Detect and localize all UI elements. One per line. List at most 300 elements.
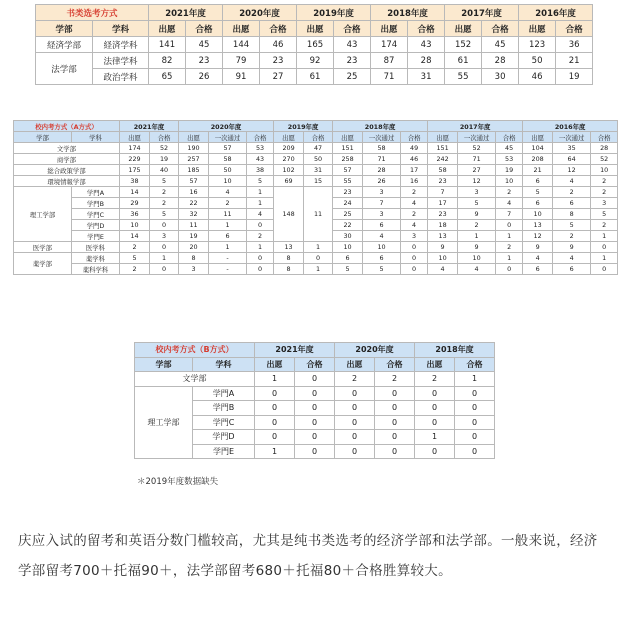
value-cell: 28 xyxy=(482,53,519,69)
value-cell: 2 xyxy=(401,187,428,198)
column-header: 合格 xyxy=(304,132,333,143)
dept-cell: 文学部 xyxy=(135,372,255,387)
value-cell: 4 xyxy=(401,198,428,209)
value-cell: 1 xyxy=(209,242,247,253)
table-header-row xyxy=(135,343,495,358)
value-cell: 69 xyxy=(274,176,304,187)
value-cell: 26 xyxy=(363,176,401,187)
column-header: 一次通过 xyxy=(363,132,401,143)
value-cell: 31 xyxy=(408,69,445,85)
table-row xyxy=(36,53,593,69)
subject-cell: 経済学科 xyxy=(93,37,149,53)
value-cell: 10 xyxy=(591,165,618,176)
value-cell: 32 xyxy=(179,209,209,220)
value-cell: 2 xyxy=(120,264,150,275)
value-cell: 6 xyxy=(209,231,247,242)
value-cell: 0 xyxy=(455,444,495,459)
value-cell: 2 xyxy=(247,231,274,242)
value-cell: 36 xyxy=(556,37,593,53)
dept-cell: 総合政策学部 xyxy=(14,165,120,176)
column-header: 学科 xyxy=(193,357,255,372)
value-cell: 1 xyxy=(496,231,523,242)
value-cell: 46 xyxy=(519,69,556,85)
value-cell: 0 xyxy=(335,444,375,459)
value-cell: 61 xyxy=(445,53,482,69)
value-cell: 0 xyxy=(335,415,375,430)
table-row xyxy=(14,143,618,154)
value-cell: 87 xyxy=(371,53,408,69)
value-cell: 10 xyxy=(209,176,247,187)
subject-cell: 法律学科 xyxy=(93,53,149,69)
value-cell: 1 xyxy=(150,253,179,264)
column-header: 出愿 xyxy=(255,357,295,372)
table-row xyxy=(14,187,618,198)
value-cell: 1 xyxy=(255,444,295,459)
value-cell: 0 xyxy=(496,264,523,275)
year-header: 2018年度 xyxy=(371,5,445,21)
value-cell: 23 xyxy=(428,176,458,187)
value-cell: 4 xyxy=(553,176,591,187)
value-cell: 0 xyxy=(375,415,415,430)
column-header: 一次通过 xyxy=(458,132,496,143)
column-header: 合格 xyxy=(556,21,593,37)
value-cell: 5 xyxy=(150,176,179,187)
column-header: 合格 xyxy=(295,357,335,372)
value-cell: 2 xyxy=(496,187,523,198)
value-cell: 9 xyxy=(523,242,553,253)
table-title: 校内考方式（B方式） xyxy=(135,343,255,358)
column-header: 出愿 xyxy=(179,132,209,143)
value-cell: 151 xyxy=(333,143,363,154)
value-cell: 1 xyxy=(415,430,455,445)
rigaku-rows xyxy=(135,386,495,459)
value-cell: 58 xyxy=(209,154,247,165)
column-header: 合格 xyxy=(186,21,223,37)
value-cell: 2 xyxy=(591,220,618,231)
value-cell: 46 xyxy=(260,37,297,53)
value-cell: 2 xyxy=(209,198,247,209)
year-header: 2021年度 xyxy=(149,5,223,21)
value-cell: 6 xyxy=(553,264,591,275)
value-cell: 50 xyxy=(304,154,333,165)
value-cell: 57 xyxy=(209,143,247,154)
value-cell: 6 xyxy=(363,253,401,264)
table-row xyxy=(36,69,593,85)
value-cell: 0 xyxy=(496,220,523,231)
a-hoshiki-table xyxy=(13,120,618,275)
value-cell: 1 xyxy=(304,264,333,275)
subject-cell: 医学科 xyxy=(72,242,120,253)
value-cell: 7 xyxy=(428,187,458,198)
value-cell: 3 xyxy=(179,264,209,275)
year-header: 2017年度 xyxy=(428,121,523,132)
body-paragraph: 庆应入试的留考和英语分数门槛较高，尤其是纯书类选考的经济学部和法学部。一般来说，经济学部留考700＋托福90＋，法学部留考680＋托福80＋合格胜算较大。 xyxy=(18,533,598,579)
value-cell: 152 xyxy=(445,37,482,53)
value-cell: 0 xyxy=(335,401,375,416)
value-cell: 15 xyxy=(304,176,333,187)
value-cell: 2 xyxy=(335,372,375,387)
value-cell: 229 xyxy=(120,154,150,165)
value-cell: 6 xyxy=(333,253,363,264)
value-cell: 5 xyxy=(120,253,150,264)
value-cell: 45 xyxy=(482,37,519,53)
dept-cell: 環境情報学部 xyxy=(14,176,120,187)
value-cell: 0 xyxy=(415,386,455,401)
value-cell: 3 xyxy=(363,187,401,198)
column-header: 出愿 xyxy=(371,21,408,37)
value-cell: 5 xyxy=(150,209,179,220)
value-cell: 148 xyxy=(274,187,304,242)
column-header: 学科 xyxy=(72,132,120,143)
value-cell: 27 xyxy=(260,69,297,85)
subject-cell: 学門D xyxy=(72,220,120,231)
value-cell: 8 xyxy=(553,209,591,220)
table-row xyxy=(135,372,495,387)
value-cell: 0 xyxy=(455,415,495,430)
medical-pharma-rows xyxy=(14,242,618,275)
year-header: 2018年度 xyxy=(415,343,495,358)
dept-cell: 薬学部 xyxy=(14,253,72,275)
value-cell: 1 xyxy=(247,242,274,253)
dept-cell: 商学部 xyxy=(14,154,120,165)
table-row xyxy=(135,386,495,401)
value-cell: 5 xyxy=(591,209,618,220)
value-cell: 24 xyxy=(333,198,363,209)
value-cell: 23 xyxy=(186,53,223,69)
value-cell: 50 xyxy=(209,165,247,176)
year-header: 2016年度 xyxy=(519,5,593,21)
year-header: 2021年度 xyxy=(120,121,179,132)
value-cell: 1 xyxy=(247,198,274,209)
value-cell: 104 xyxy=(523,143,553,154)
value-cell: 52 xyxy=(458,143,496,154)
value-cell: 11 xyxy=(209,209,247,220)
footnote: ＊2019年度数据缺失 xyxy=(137,477,219,487)
value-cell: 174 xyxy=(120,143,150,154)
value-cell: 61 xyxy=(297,69,334,85)
value-cell: 10 xyxy=(523,209,553,220)
value-cell: 0 xyxy=(455,430,495,445)
value-cell: 0 xyxy=(415,401,455,416)
table-title: 书类选考方式 xyxy=(36,5,149,21)
value-cell: 0 xyxy=(375,386,415,401)
value-cell: 4 xyxy=(428,264,458,275)
column-header: 合格 xyxy=(334,21,371,37)
value-cell: 13 xyxy=(274,242,304,253)
value-cell: 123 xyxy=(519,37,556,53)
subject-cell: 政治学科 xyxy=(93,69,149,85)
value-cell: 29 xyxy=(120,198,150,209)
value-cell: 2 xyxy=(415,372,455,387)
value-cell: 0 xyxy=(375,430,415,445)
value-cell: 4 xyxy=(401,220,428,231)
value-cell: 6 xyxy=(523,264,553,275)
value-cell: 43 xyxy=(408,37,445,53)
value-cell: 0 xyxy=(295,386,335,401)
value-cell: 0 xyxy=(401,253,428,264)
value-cell: 30 xyxy=(482,69,519,85)
value-cell: 5 xyxy=(523,187,553,198)
value-cell: 52 xyxy=(150,143,179,154)
value-cell: 2 xyxy=(591,176,618,187)
value-cell: 4 xyxy=(496,198,523,209)
value-cell: 7 xyxy=(363,198,401,209)
value-cell: 30 xyxy=(333,231,363,242)
value-cell: 6 xyxy=(553,198,591,209)
table-header-row xyxy=(36,5,593,21)
value-cell: 8 xyxy=(274,253,304,264)
value-cell: 0 xyxy=(295,372,335,387)
column-header: 合格 xyxy=(260,21,297,37)
value-cell: 2 xyxy=(375,372,415,387)
value-cell: 270 xyxy=(274,154,304,165)
value-cell: 38 xyxy=(120,176,150,187)
value-cell: 55 xyxy=(333,176,363,187)
value-cell: 21 xyxy=(523,165,553,176)
column-header: 学部 xyxy=(135,357,193,372)
value-cell: 79 xyxy=(223,53,260,69)
column-header: 一次通过 xyxy=(209,132,247,143)
value-cell: 58 xyxy=(363,143,401,154)
value-cell: 19 xyxy=(556,69,593,85)
value-cell: 49 xyxy=(401,143,428,154)
value-cell: 0 xyxy=(375,401,415,416)
column-header: 合格 xyxy=(150,132,179,143)
value-cell: 8 xyxy=(274,264,304,275)
value-cell: 19 xyxy=(150,154,179,165)
value-cell: 36 xyxy=(120,209,150,220)
value-cell: 28 xyxy=(363,165,401,176)
table-row xyxy=(14,253,618,264)
column-header: 出愿 xyxy=(415,357,455,372)
value-cell: 3 xyxy=(150,231,179,242)
value-cell: 20 xyxy=(179,242,209,253)
subject-cell: 学門B xyxy=(72,198,120,209)
column-header: 合格 xyxy=(247,132,274,143)
value-cell: 17 xyxy=(428,198,458,209)
value-cell: 5 xyxy=(247,176,274,187)
dept-cell: 法学部 xyxy=(36,53,93,85)
value-cell: 6 xyxy=(523,198,553,209)
table-row xyxy=(14,154,618,165)
value-cell: 91 xyxy=(223,69,260,85)
value-cell: 57 xyxy=(333,165,363,176)
column-header: 合格 xyxy=(455,357,495,372)
dept-cell: 医学部 xyxy=(14,242,72,253)
dept-cell: 理工学部 xyxy=(14,187,72,242)
value-cell: 5 xyxy=(333,264,363,275)
column-header: 出愿 xyxy=(274,132,304,143)
column-header: 出愿 xyxy=(445,21,482,37)
value-cell: 2 xyxy=(458,220,496,231)
value-cell: 26 xyxy=(186,69,223,85)
value-cell: 102 xyxy=(274,165,304,176)
value-cell: 53 xyxy=(247,143,274,154)
subject-cell: 学門E xyxy=(72,231,120,242)
column-header: 出愿 xyxy=(523,132,553,143)
year-header: 2021年度 xyxy=(255,343,335,358)
value-cell: 4 xyxy=(247,209,274,220)
value-cell: 165 xyxy=(297,37,334,53)
value-cell: 7 xyxy=(496,209,523,220)
column-header: 出愿 xyxy=(149,21,186,37)
value-cell: 12 xyxy=(553,165,591,176)
value-cell: 3 xyxy=(591,198,618,209)
merged-dept-rows xyxy=(14,143,618,187)
value-cell: 0 xyxy=(335,430,375,445)
value-cell: 64 xyxy=(553,154,591,165)
value-cell: 0 xyxy=(295,444,335,459)
value-cell: 5 xyxy=(458,198,496,209)
value-cell: 258 xyxy=(333,154,363,165)
value-cell: 0 xyxy=(455,386,495,401)
subject-cell: 学門A xyxy=(72,187,120,198)
value-cell: 190 xyxy=(179,143,209,154)
value-cell: 8 xyxy=(179,253,209,264)
value-cell: 53 xyxy=(496,154,523,165)
value-cell: 13 xyxy=(428,231,458,242)
value-cell: 0 xyxy=(304,253,333,264)
value-cell: 0 xyxy=(150,264,179,275)
table-subheader-row xyxy=(36,21,593,37)
year-header: 2020年度 xyxy=(179,121,274,132)
column-header: 一次通过 xyxy=(553,132,591,143)
value-cell: 0 xyxy=(295,415,335,430)
value-cell: 0 xyxy=(455,401,495,416)
value-cell: 43 xyxy=(247,154,274,165)
value-cell: 19 xyxy=(496,165,523,176)
value-cell: 1 xyxy=(247,187,274,198)
value-cell: 58 xyxy=(428,165,458,176)
column-header: 合格 xyxy=(496,132,523,143)
value-cell: 25 xyxy=(334,69,371,85)
value-cell: 25 xyxy=(333,209,363,220)
value-cell: 65 xyxy=(149,69,186,85)
value-cell: 22 xyxy=(333,220,363,231)
table-subheader-row xyxy=(14,132,618,143)
value-cell: 144 xyxy=(223,37,260,53)
value-cell: 45 xyxy=(186,37,223,53)
value-cell: 21 xyxy=(556,53,593,69)
shorui-senko-table xyxy=(35,4,593,85)
value-cell: 9 xyxy=(428,242,458,253)
table-header-row xyxy=(14,121,618,132)
value-cell: 2 xyxy=(496,242,523,253)
value-cell: 0 xyxy=(247,253,274,264)
table-title: 校内考方式（A方式） xyxy=(14,121,120,132)
value-cell: 0 xyxy=(295,401,335,416)
subject-cell: 学門C xyxy=(193,415,255,430)
value-cell: 23 xyxy=(428,209,458,220)
value-cell: 38 xyxy=(247,165,274,176)
value-cell: 1 xyxy=(458,231,496,242)
value-cell: 9 xyxy=(458,209,496,220)
column-header: 合格 xyxy=(401,132,428,143)
subject-cell: 学門C xyxy=(72,209,120,220)
column-header: 学科 xyxy=(93,21,149,37)
value-cell: 6 xyxy=(523,176,553,187)
value-cell: 151 xyxy=(428,143,458,154)
value-cell: 1 xyxy=(304,242,333,253)
column-header: 出愿 xyxy=(120,132,150,143)
column-header: 出愿 xyxy=(519,21,556,37)
value-cell: 31 xyxy=(304,165,333,176)
subject-cell: 薬学科 xyxy=(72,253,120,264)
year-header: 2020年度 xyxy=(335,343,415,358)
table-row xyxy=(36,37,593,53)
value-cell: 4 xyxy=(458,264,496,275)
column-header: 出愿 xyxy=(428,132,458,143)
value-cell: 0 xyxy=(255,430,295,445)
value-cell: 185 xyxy=(179,165,209,176)
value-cell: 92 xyxy=(297,53,334,69)
value-cell: 0 xyxy=(255,386,295,401)
value-cell: 174 xyxy=(371,37,408,53)
column-header: 学部 xyxy=(14,132,72,143)
value-cell: 17 xyxy=(401,165,428,176)
value-cell: 16 xyxy=(179,187,209,198)
value-cell: 9 xyxy=(553,242,591,253)
value-cell: 82 xyxy=(149,53,186,69)
table-row xyxy=(14,176,618,187)
value-cell: 9 xyxy=(458,242,496,253)
value-cell: 208 xyxy=(523,154,553,165)
value-cell: 10 xyxy=(496,176,523,187)
year-header: 2016年度 xyxy=(523,121,618,132)
value-cell: 71 xyxy=(371,69,408,85)
value-cell: 0 xyxy=(591,264,618,275)
year-header: 2020年度 xyxy=(223,5,297,21)
value-cell: 16 xyxy=(401,176,428,187)
value-cell: 0 xyxy=(591,242,618,253)
value-cell: 1 xyxy=(496,253,523,264)
dept-cell: 理工学部 xyxy=(135,386,193,459)
value-cell: 43 xyxy=(334,37,371,53)
table-subheader-row xyxy=(135,357,495,372)
value-cell: 2 xyxy=(591,187,618,198)
value-cell: 1 xyxy=(591,253,618,264)
year-header: 2019年度 xyxy=(274,121,333,132)
value-cell: 0 xyxy=(415,415,455,430)
value-cell: 19 xyxy=(179,231,209,242)
column-header: 合格 xyxy=(375,357,415,372)
value-cell: 2 xyxy=(553,187,591,198)
column-header: 出愿 xyxy=(333,132,363,143)
table-row xyxy=(14,165,618,176)
column-header: 合格 xyxy=(591,132,618,143)
value-cell: 1 xyxy=(255,372,295,387)
value-cell: 0 xyxy=(375,444,415,459)
value-cell: 28 xyxy=(408,53,445,69)
value-cell: 10 xyxy=(333,242,363,253)
value-cell: 10 xyxy=(458,253,496,264)
value-cell: 141 xyxy=(149,37,186,53)
value-cell: 57 xyxy=(179,176,209,187)
rigaku-rows xyxy=(14,187,618,242)
value-cell: 13 xyxy=(523,220,553,231)
column-header: 合格 xyxy=(408,21,445,37)
value-cell: 10 xyxy=(120,220,150,231)
value-cell: 47 xyxy=(304,143,333,154)
value-cell: 50 xyxy=(519,53,556,69)
value-cell: 3 xyxy=(401,231,428,242)
value-cell: 0 xyxy=(401,242,428,253)
value-cell: 35 xyxy=(553,143,591,154)
value-cell: 1 xyxy=(209,220,247,231)
dept-cell: 文学部 xyxy=(14,143,120,154)
subject-cell: 薬科学科 xyxy=(72,264,120,275)
value-cell: 46 xyxy=(401,154,428,165)
